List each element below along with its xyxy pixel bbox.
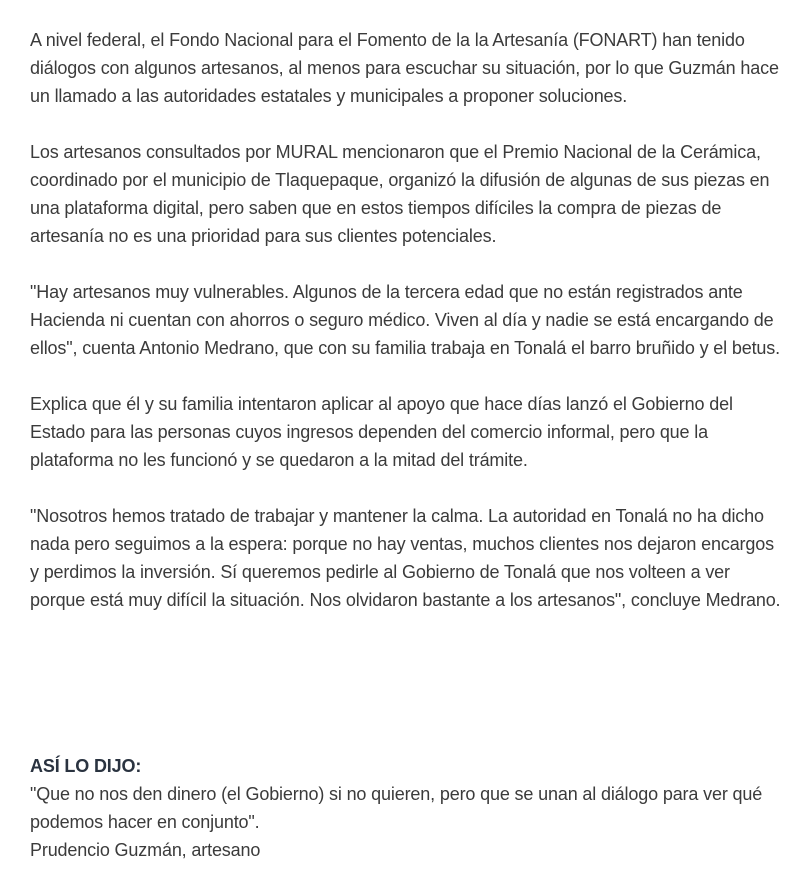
article-paragraph: A nivel federal, el Fondo Nacional para el Fomento de la la Artesanía (FONART) han tenido diálogos con algunos artesanos, al menos para escuchar su situación, por lo que Guzmán hace un llamado a las autoridades estatales y municipales a proponer soluciones.	[30, 30, 779, 106]
quote-text: "Que no nos den dinero (el Gobierno) si no quieren, pero que se unan al diálogo para ver qué podemos hacer en conjunto".	[30, 784, 763, 832]
article-paragraph: Los artesanos consultados por MURAL mencionaron que el Premio Nacional de la Cerámica, coordinado por el municipio de Tlaquepaque, organizó la difusión de algunas de sus piezas en una plataforma digital, pero saben que en estos tiempos difíciles la compra de piezas de artesanía no es una prioridad para sus clientes potenciales.	[30, 142, 770, 246]
quote-heading: ASÍ LO DIJO:	[30, 756, 142, 776]
quote-box	[30, 752, 782, 864]
article-body	[30, 26, 782, 642]
quote-author: Prudencio Guzmán, artesano	[30, 840, 261, 860]
article-paragraph: "Hay artesanos muy vulnerables. Algunos de la tercera edad que no están registrados ante Hacienda ni cuentan con ahorros o seguro médico. Viven al día y nadie se está encargando de ellos", cuenta Antonio Medrano, que con su familia trabaja en Tonalá el barro bruñido y el betus.	[30, 282, 780, 358]
article-paragraph: "Nosotros hemos tratado de trabajar y mantener la calma. La autoridad en Tonalá no ha dicho nada pero seguimos a la espera: porque no hay ventas, muchos clientes nos dejaron encargos y perdimos la inversión. Sí queremos pedirle al Gobierno de Tonalá que nos volteen a ver porque está muy difícil la situación. Nos olvidaron bastante a los artesanos", concluye Medrano.	[30, 506, 781, 610]
article-paragraph: Explica que él y su familia intentaron aplicar al apoyo que hace días lanzó el Gobierno del Estado para las personas cuyos ingresos dependen del comercio informal, pero que la plataforma no les funcionó y se quedaron a la mitad del trámite.	[30, 394, 733, 470]
